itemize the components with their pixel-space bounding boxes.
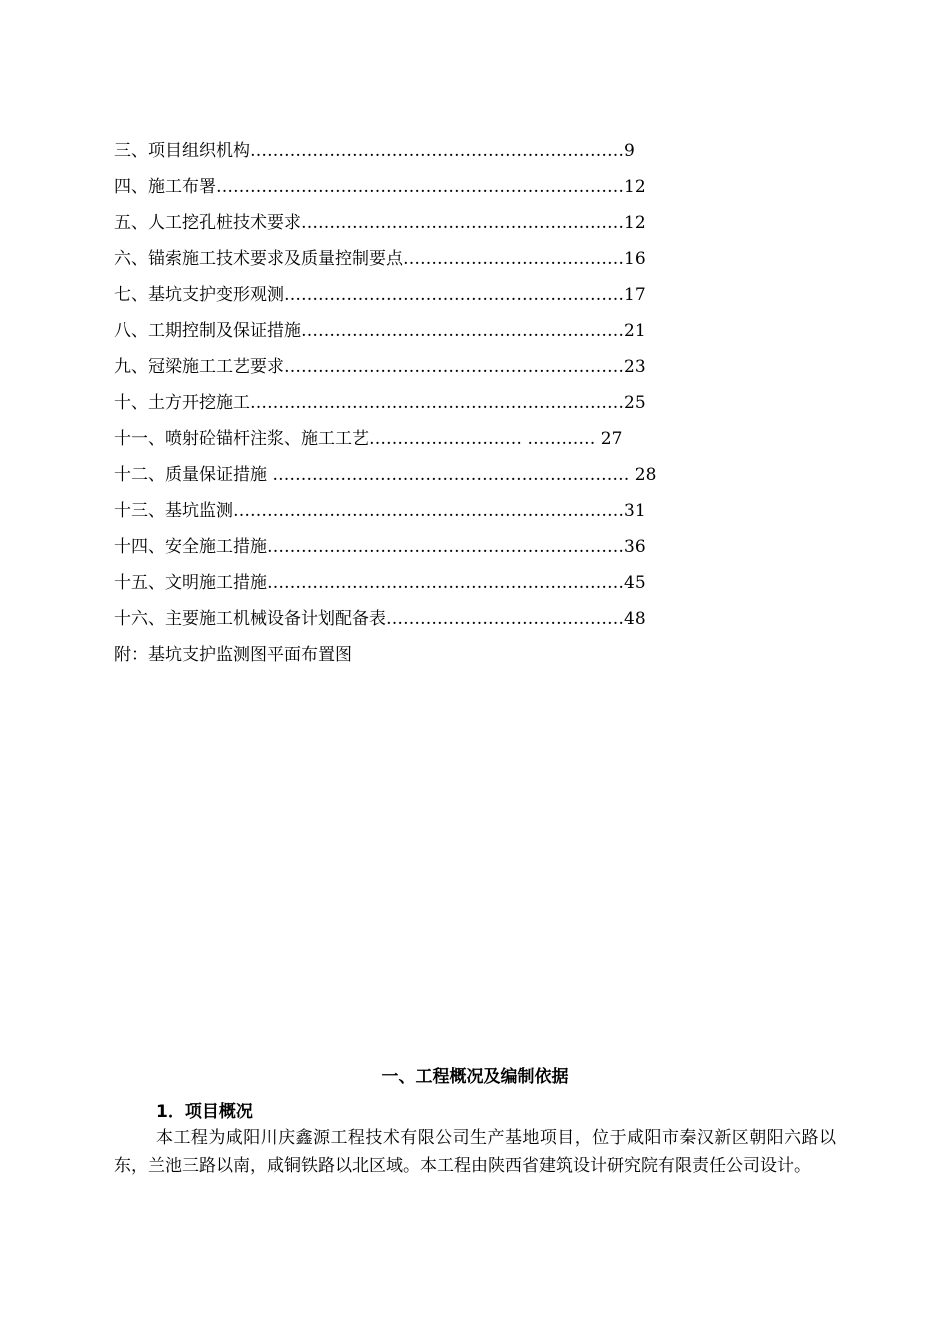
toc-entry: 三、项目组织机构…………………………………………………………9 xyxy=(114,141,635,161)
toc-entry: 五、人工挖孔桩技术要求…………………………………………………12 xyxy=(114,213,646,233)
toc-entry: 四、施工布署………………………………………………………………12 xyxy=(114,177,646,197)
toc-entry: 十四、安全施工措施………………………………………………………36 xyxy=(114,537,646,557)
toc-entry: 十三、基坑监测……………………………………………………………31 xyxy=(114,501,646,521)
toc-entry: 十、土方开挖施工…………………………………………………………25 xyxy=(114,393,646,413)
toc-entry: 十六、主要施工机械设备计划配备表……………………………………48 xyxy=(114,609,646,629)
toc-entry: 十二、质量保证措施 ……………………………………………………… 28 xyxy=(114,465,657,485)
toc-entry-appendix: 附：基坑支护监测图平面布置图 xyxy=(114,645,352,665)
project-overview-paragraph: 本工程为咸阳川庆鑫源工程技术有限公司生产基地项目，位于咸阳市秦汉新区朝阳六路以东，兰池三路以南，咸铜铁路以北区域。本工程由陕西省建筑设计研究院有限责任公司设计。 xyxy=(114,1128,836,1176)
toc-entry: 七、基坑支护变形观测……………………………………………………17 xyxy=(114,285,646,305)
toc-entry: 十五、文明施工措施………………………………………………………45 xyxy=(114,573,646,593)
toc-entry: 六、锚索施工技术要求及质量控制要点…………………………………16 xyxy=(114,249,646,269)
section-heading: 一、工程概况及编制依据 xyxy=(381,1067,569,1087)
toc-entry: 九、冠梁施工工艺要求……………………………………………………23 xyxy=(114,357,646,377)
subsection-heading: 1．项目概况 xyxy=(156,1102,253,1122)
toc-entry: 八、工期控制及保证措施…………………………………………………21 xyxy=(114,321,646,341)
toc-entry: 十一、喷射砼锚杆注浆、施工工艺……………………… ………… 27 xyxy=(114,429,623,449)
table-of-contents xyxy=(114,138,694,678)
